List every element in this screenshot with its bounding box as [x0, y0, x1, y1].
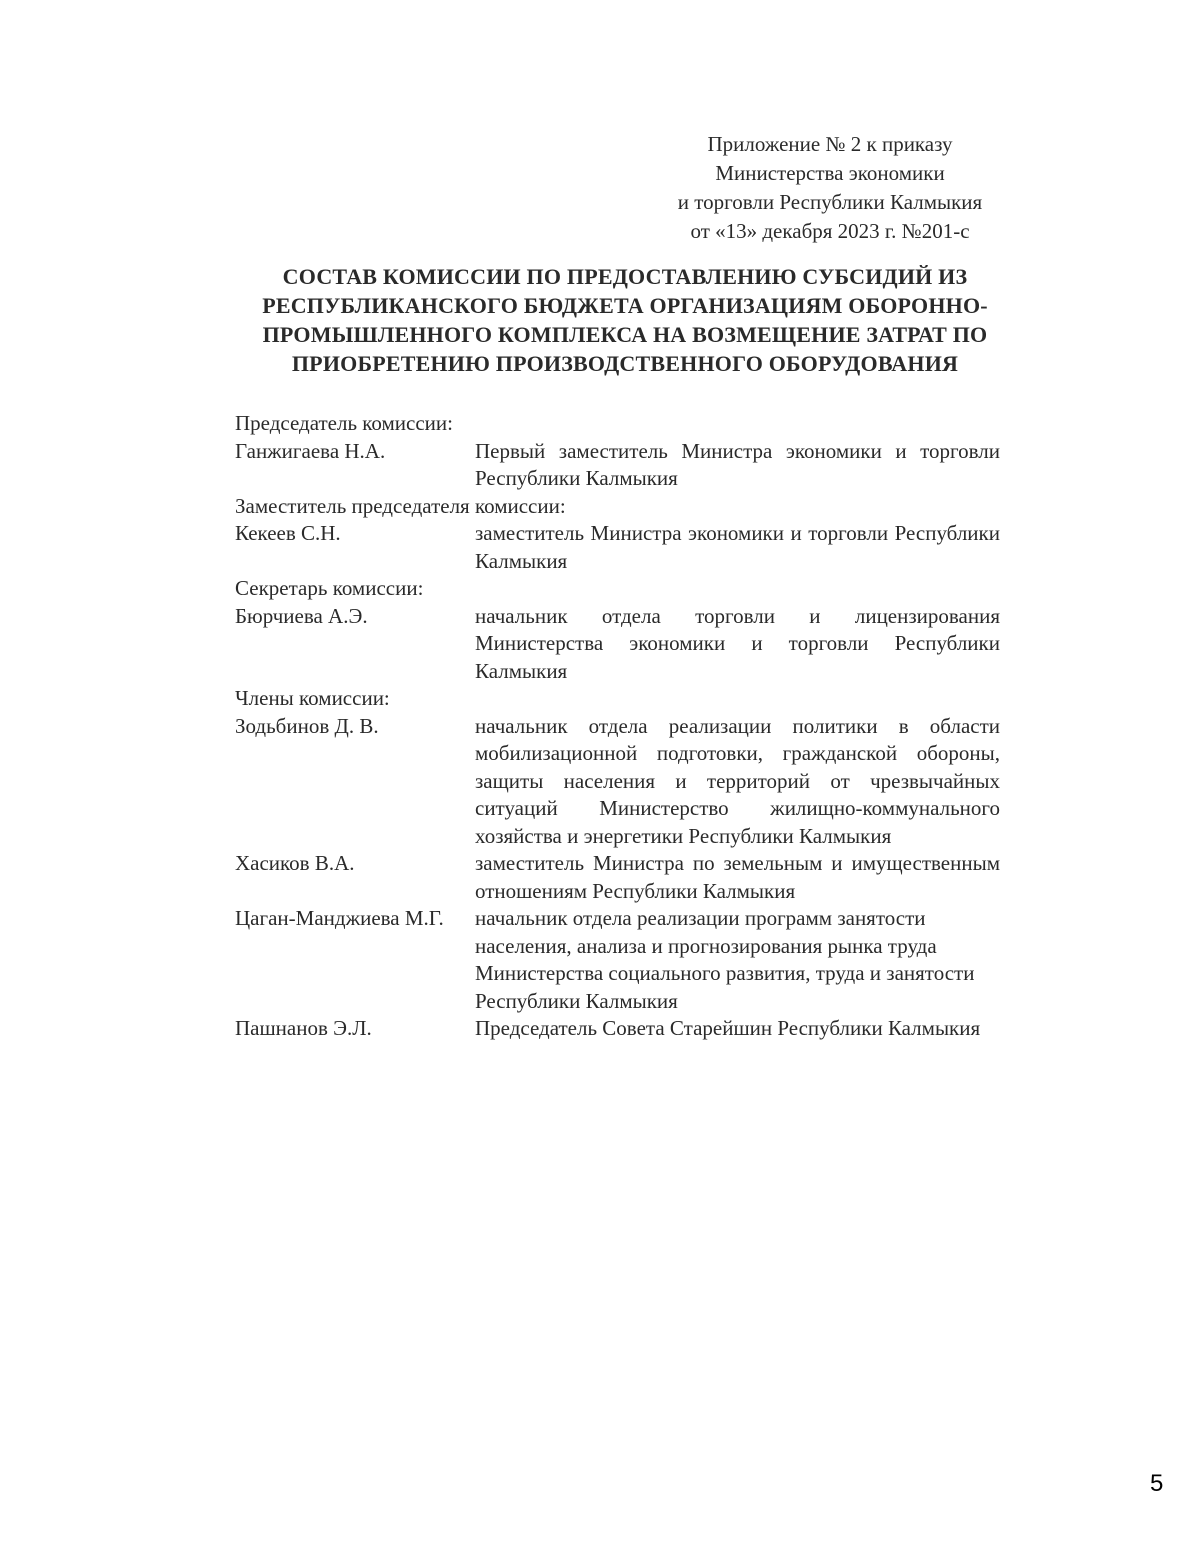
title-line: ПРИОБРЕТЕНИЮ ПРОИЗВОДСТВЕННОГО ОБОРУДОВАНИЯ — [291, 351, 959, 376]
member-position: Председатель Совета Старейшин Республики Калмыкия — [475, 1016, 981, 1040]
member-row-deputy — [235, 520, 1000, 575]
member-position: заместитель Министра по земельным и имущественным отношениям Республики Калмыкия — [475, 851, 1000, 903]
member-position: заместитель Министра экономики и торговли Республики Калмыкия — [475, 521, 1000, 573]
member-row — [235, 1015, 1000, 1043]
annex-header — [640, 130, 1020, 246]
member-name: Ганжигаева Н.А. — [235, 438, 386, 463]
secretary-heading: Секретарь комиссии: — [235, 576, 424, 600]
annex-line: Министерства экономики — [715, 161, 945, 185]
member-name: Бюрчиева А.Э. — [235, 603, 368, 628]
document-title — [230, 262, 1020, 378]
member-name: Кекеев С.Н. — [235, 521, 341, 545]
title-line: РЕСПУБЛИКАНСКОГО БЮДЖЕТА ОРГАНИЗАЦИЯМ ОБОРОННО- — [262, 293, 988, 318]
member-row-secretary — [235, 603, 1000, 686]
member-name: Хасиков В.А. — [235, 851, 355, 875]
title-line: СОСТАВ КОМИССИИ ПО ПРЕДОСТАВЛЕНИЮ СУБСИДИЙ ИЗ — [282, 264, 968, 289]
member-position: начальник отдела реализации программ занятости населения, анализа и прогнозирования рынка труда Министерства социального развития, труда и занятости Республики Калмыкия — [475, 906, 975, 1013]
member-row — [235, 850, 1000, 905]
member-row-chair — [235, 438, 1000, 493]
chair-heading: Председатель комиссии: — [235, 411, 453, 435]
member-row — [235, 905, 1000, 1015]
member-name: Зодьбинов Д. В. — [235, 713, 379, 738]
member-position: начальник отдела торговли и лицензирования Министерства экономики и торговли Республики Калмыкия — [475, 603, 1000, 683]
annex-line: и торговли Республики Калмыкия — [677, 190, 983, 214]
member-name: Пашнанов Э.Л. — [235, 1016, 372, 1040]
member-row — [235, 713, 1000, 851]
annex-line: от «13» декабря 2023 г. №201-с — [690, 219, 970, 243]
page-number: 5 — [1150, 1470, 1164, 1497]
annex-line: Приложение № 2 к приказу — [707, 132, 953, 156]
members-heading: Члены комиссии: — [235, 686, 390, 710]
member-position: Первый заместитель Министра экономики и торговли Республики Калмыкия — [475, 438, 1000, 490]
title-line: ПРОМЫШЛЕННОГО КОМПЛЕКСА НА ВОЗМЕЩЕНИЕ ЗАТРАТ ПО — [262, 322, 988, 347]
member-position: начальник отдела реализации политики в области мобилизационной подготовки, гражданской обороны, защиты населения и территорий от чрезвычайных ситуаций Министерство жилищно-коммунального хозяйства и энергетики Республики Калмыкия — [475, 713, 1000, 848]
deputy-heading: Заместитель председателя комиссии: — [235, 493, 566, 518]
member-name: Цаган-Манджиева М.Г. — [235, 906, 444, 930]
commission-roster — [235, 410, 1000, 1043]
